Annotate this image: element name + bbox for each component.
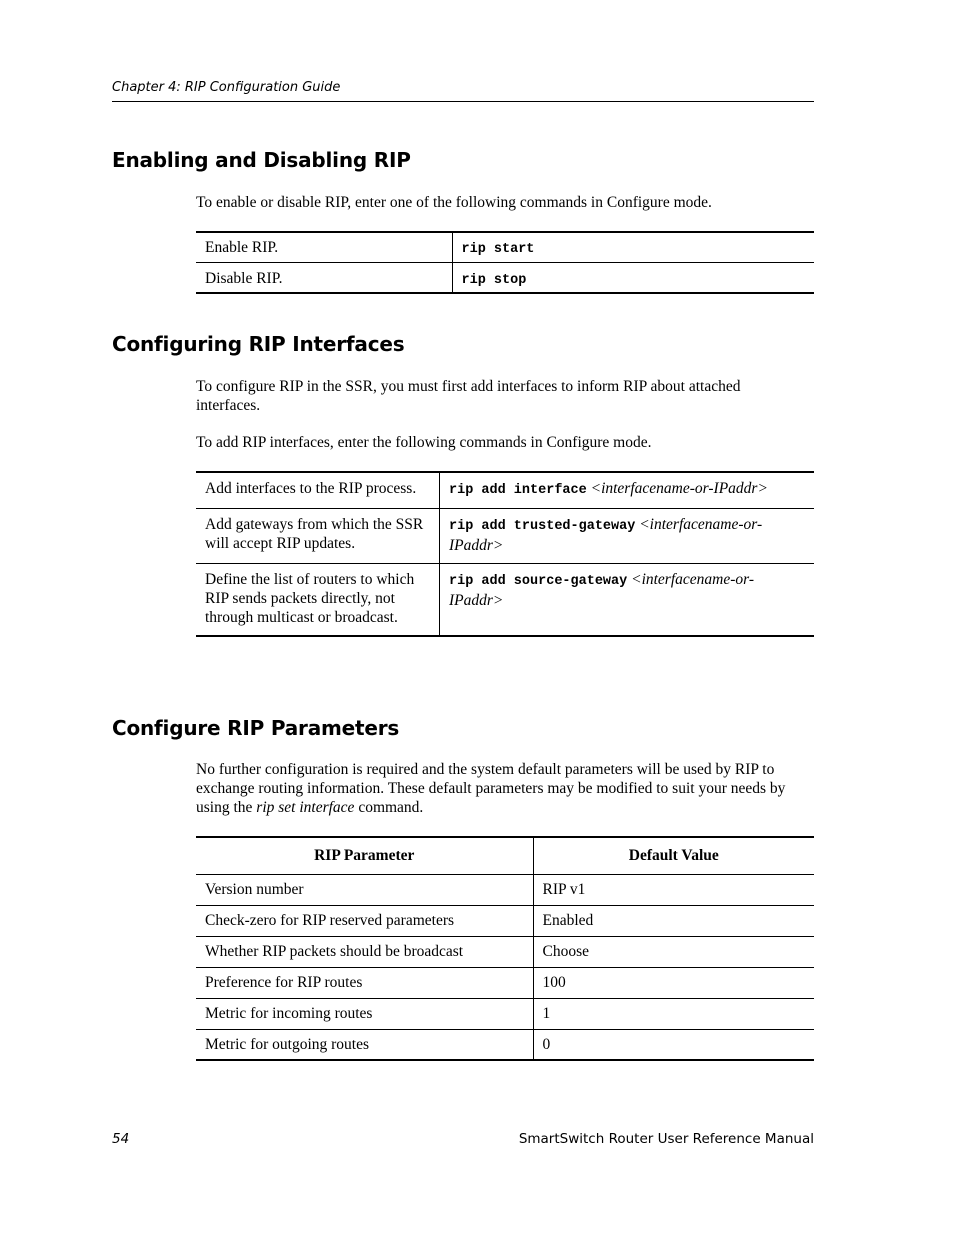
intro-text-end: command. <box>354 799 424 816</box>
command-argument: <interfacename-or-IPaddr> <box>449 571 755 609</box>
task-cell: Disable RIP. <box>196 262 452 293</box>
command-text: rip add trusted-gateway <box>449 519 636 534</box>
section-title-enabling: Enabling and Disabling RIP <box>112 148 411 172</box>
table-row <box>196 472 814 509</box>
command-cell <box>440 509 815 564</box>
column-header-parameter: RIP Parameter <box>314 847 415 864</box>
parameter-cell: Preference for RIP routes <box>196 967 533 998</box>
command-text: rip stop <box>461 272 527 288</box>
intro-text: No further configuration is required and the system default parameters will be used by RIP to exchange routing information. These default parameters may be modified to suit your needs by using the <box>196 761 786 816</box>
table-row <box>196 998 814 1029</box>
parameters-table <box>196 836 814 1061</box>
column-header-default: Default Value <box>533 837 814 874</box>
running-header <box>112 79 814 102</box>
command-argument: <interfacename-or-IPaddr> <box>449 516 763 554</box>
command-text: rip add source-gateway <box>449 574 628 589</box>
section-title-parameters: Configure RIP Parameters <box>112 716 400 740</box>
parameter-cell: Version number <box>196 874 533 905</box>
section-intro-interfaces-1: To configure RIP in the SSR, you must first add interfaces to inform RIP about attached interfaces. <box>196 378 741 414</box>
chapter-title: Chapter 4: RIP Configuration Guide <box>112 80 341 95</box>
table-row <box>196 967 814 998</box>
table-row <box>196 232 814 262</box>
value-cell: Enabled <box>533 905 814 936</box>
value-cell: RIP v1 <box>533 874 814 905</box>
task-cell: Add gateways from which the SSR will accept RIP updates. <box>196 509 440 564</box>
table-row <box>196 564 814 637</box>
table-row <box>196 262 814 293</box>
value-cell: 100 <box>533 967 814 998</box>
parameter-cell: Whether RIP packets should be broadcast <box>196 936 533 967</box>
section-intro-enabling: To enable or disable RIP, enter one of the following commands in Configure mode. <box>196 194 712 211</box>
intro-command: rip set interface <box>256 799 355 816</box>
task-cell: Enable RIP. <box>205 239 279 256</box>
interfaces-table <box>196 471 814 637</box>
manual-title: SmartSwitch Router User Reference Manual <box>518 1131 814 1147</box>
value-cell: 0 <box>533 1029 814 1060</box>
command-text: rip add interface <box>449 483 587 498</box>
value-cell: Choose <box>533 936 814 967</box>
table-row <box>196 936 814 967</box>
command-argument: <interfacename-or-IPaddr> <box>590 480 768 497</box>
command-cell <box>452 232 814 262</box>
table-row <box>196 874 814 905</box>
enable-disable-table <box>196 231 814 294</box>
task-cell: Define the list of routers to which RIP sends packets directly, not through multicast or broadcast. <box>196 564 440 637</box>
parameter-cell: Check-zero for RIP reserved parameters <box>196 905 533 936</box>
command-cell <box>452 262 814 293</box>
value-cell: 1 <box>533 998 814 1029</box>
table-row <box>196 509 814 564</box>
parameter-cell: Metric for outgoing routes <box>196 1029 533 1060</box>
page-number: 54 <box>112 1131 130 1147</box>
command-cell <box>440 472 815 509</box>
command-text: rip start <box>461 242 535 257</box>
table-row <box>196 1029 814 1060</box>
section-title-interfaces: Configuring RIP Interfaces <box>112 332 405 356</box>
section-intro-interfaces-2: To add RIP interfaces, enter the following commands in Configure mode. <box>196 434 652 451</box>
task-cell: Add interfaces to the RIP process. <box>205 480 417 497</box>
command-cell <box>440 564 815 637</box>
table-header-row <box>196 837 814 874</box>
table-row <box>196 905 814 936</box>
section-intro-parameters <box>196 760 808 817</box>
parameter-cell: Metric for incoming routes <box>196 998 533 1029</box>
